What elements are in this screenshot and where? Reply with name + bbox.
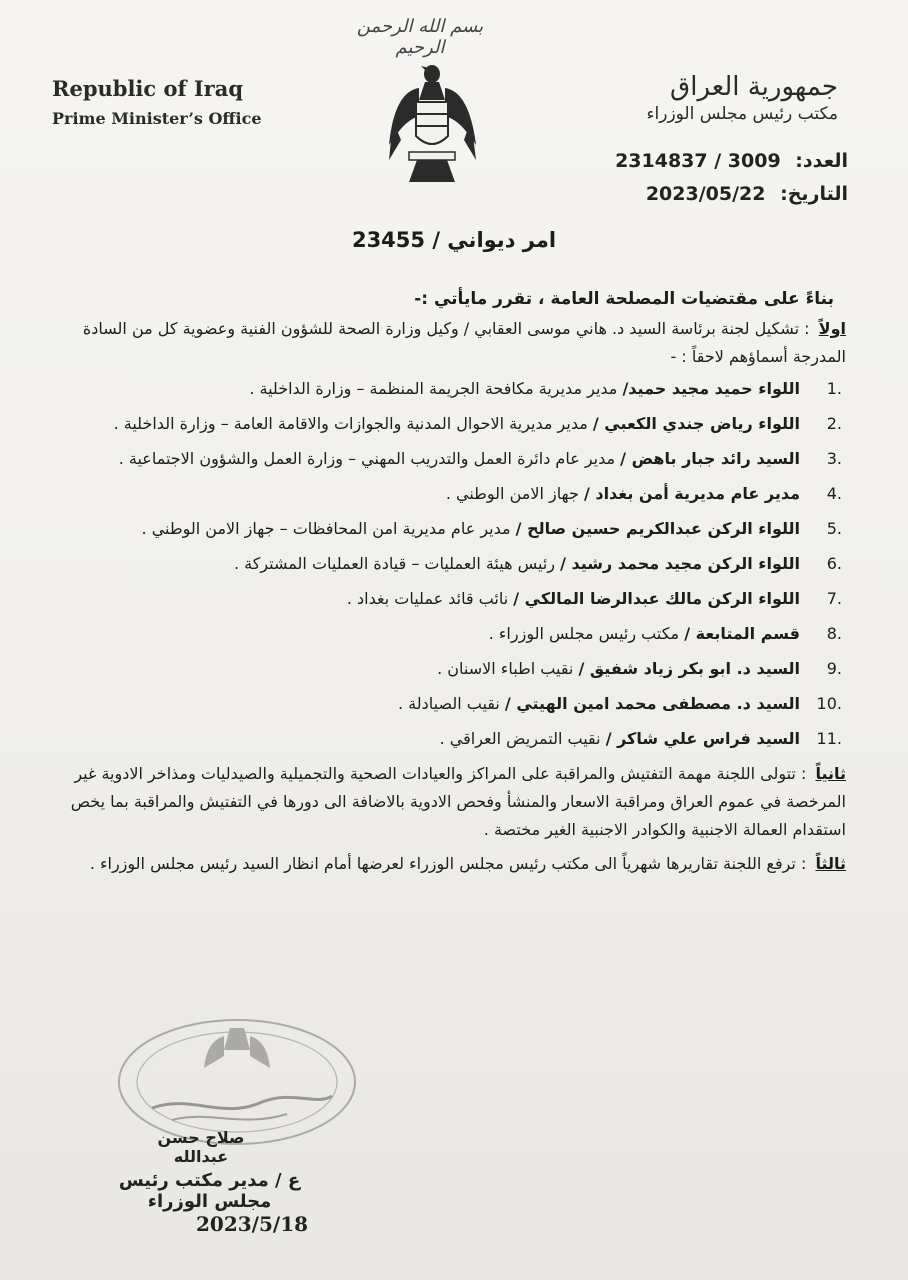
member-name: السيد د. ابو بكر زياد شفيق / [578,659,800,678]
member-name: السيد د. مصطفى محمد امين الهيتي / [504,694,800,713]
list-item [70,620,846,648]
list-item [70,725,846,753]
list-item [70,515,846,543]
list-item-number: 6. [826,554,842,573]
member-role: مدير مديرية الاحوال المدنية والجوازات والاقامة العامة – وزارة الداخلية . [113,414,593,433]
member-name: السيد رائد جبار باهض / [620,449,800,468]
member-role: رئيس هيئة العمليات – قيادة العمليات المشتركة . [233,554,561,573]
list-item-number: 8. [826,624,842,643]
member-role: نائب قائد عمليات بغداد . [346,589,514,608]
english-office-name: Prime Minister’s Office [52,109,262,128]
section-third-label: ثالثاً [815,854,846,873]
reference-date-value: 2023/05/22 [645,183,766,205]
section-third-text: : ترفع اللجنة تقاريرها شهرياً الى مكتب رئيس مجلس الوزراء لعرضها أمام انظار السيد رئيس مجلس الوزراء . [89,854,807,873]
reference-number-value: 2314837 / 3009 [615,150,781,172]
reference-date-label: التاريخ: [780,183,848,205]
committee-members-list [70,375,846,753]
list-item [70,410,846,438]
list-item [70,585,846,613]
list-item [70,550,846,578]
reference-number-label: العدد: [795,150,848,172]
list-item-number: 11. [816,729,842,748]
member-role: مدير عام مديرية امن المحافظات – جهاز الامن الوطني . [141,519,516,538]
list-item-number: 9. [826,659,842,678]
section-second [70,760,846,844]
member-name: اللواء رياض جندي الكعبي / [592,414,800,433]
member-name: اللواء الركن مالك عبدالرضا المالكي / [513,589,800,608]
list-item [70,480,846,508]
list-item-number: 3. [826,449,842,468]
member-name: قسم المتابعة / [684,624,800,643]
list-item-number: 2. [826,414,842,433]
list-item-number: 10. [816,694,842,713]
section-third [70,850,846,878]
member-role: مكتب رئيس مجلس الوزراء . [488,624,685,643]
english-country-name: Republic of Iraq [52,76,244,101]
list-item [70,445,846,473]
list-item [70,375,846,403]
reference-number [615,150,848,172]
member-role: نقيب الصيادلة . [398,694,505,713]
list-item [70,690,846,718]
member-role: نقيب التمريض العراقي . [439,729,606,748]
list-item-number: 1. [826,379,842,398]
order-title: امر ديواني / 23455 [351,228,557,252]
list-item-number: 5. [826,519,842,538]
member-role: جهاز الامن الوطني . [445,484,584,503]
basmala-calligraphy: بسم الله الرحمن الرحيم [356,16,484,58]
list-item-number: 7. [826,589,842,608]
arabic-office-name: مكتب رئيس مجلس الوزراء [646,104,838,124]
section-first [70,315,846,371]
member-role: نقيب اطباء الاسنان . [437,659,579,678]
section-first-text: : تشكيل لجنة برئاسة السيد د. هاني موسى العقابي / وكيل وزارة الصحة للشؤون الفنية وعضوية كل من السادة المدرجة أسماؤهم لاحقاً : - [82,319,846,366]
member-name: اللواء الركن مجيد محمد رشيد / [560,554,800,573]
section-first-label: اولاً [818,319,846,338]
list-item [70,655,846,683]
arabic-country-name: جمهورية العراق [670,72,838,102]
signer-name: صلاح حسن عبدالله [157,1128,245,1166]
signer-title: ع / مدير مكتب رئيس مجلس الوزراء [118,1170,301,1212]
member-name: السيد فراس علي شاكر / [605,729,800,748]
document-body [70,285,846,878]
signature-date: 2023/5/18 [196,1212,309,1236]
member-role: مدير مديرية مكافحة الجريمة المنظمة – وزارة الداخلية . [249,379,623,398]
section-second-text: : تتولى اللجنة مهمة التفتيش والمراقبة على المراكز والعيادات الصحية والتجميلية والصيدليات ومذاخر الادوية غير المرخصة في عموم العراق ومراقبة الاسعار والمنشأ وفحص الادوية بالاضافة الى دورها في التفتيش والمراقبة بما يخص استقدام العمالة الاجنبية والكوادر الاجنبية الغير مختصة . [70,764,846,839]
english-letterhead [52,76,262,128]
iraq-eagle-emblem-icon [385,60,480,185]
arabic-letterhead [647,72,838,124]
member-name: اللواء الركن عبدالكريم حسين صالح / [515,519,800,538]
member-role: مدير عام دائرة العمل والتدريب المهني – وزارة العمل والشؤون الاجتماعية . [118,449,621,468]
member-name: اللواء حميد مجيد حميد/ [622,379,800,398]
list-item-number: 4. [826,484,842,503]
member-name: مدير عام مديرية أمن بغداد / [583,484,800,503]
reference-date [646,183,848,205]
section-second-label: ثانياً [815,764,846,783]
intro-line: بناءً على مقتضيات المصلحة العامة ، تقرر مايأتي :- [414,289,834,309]
